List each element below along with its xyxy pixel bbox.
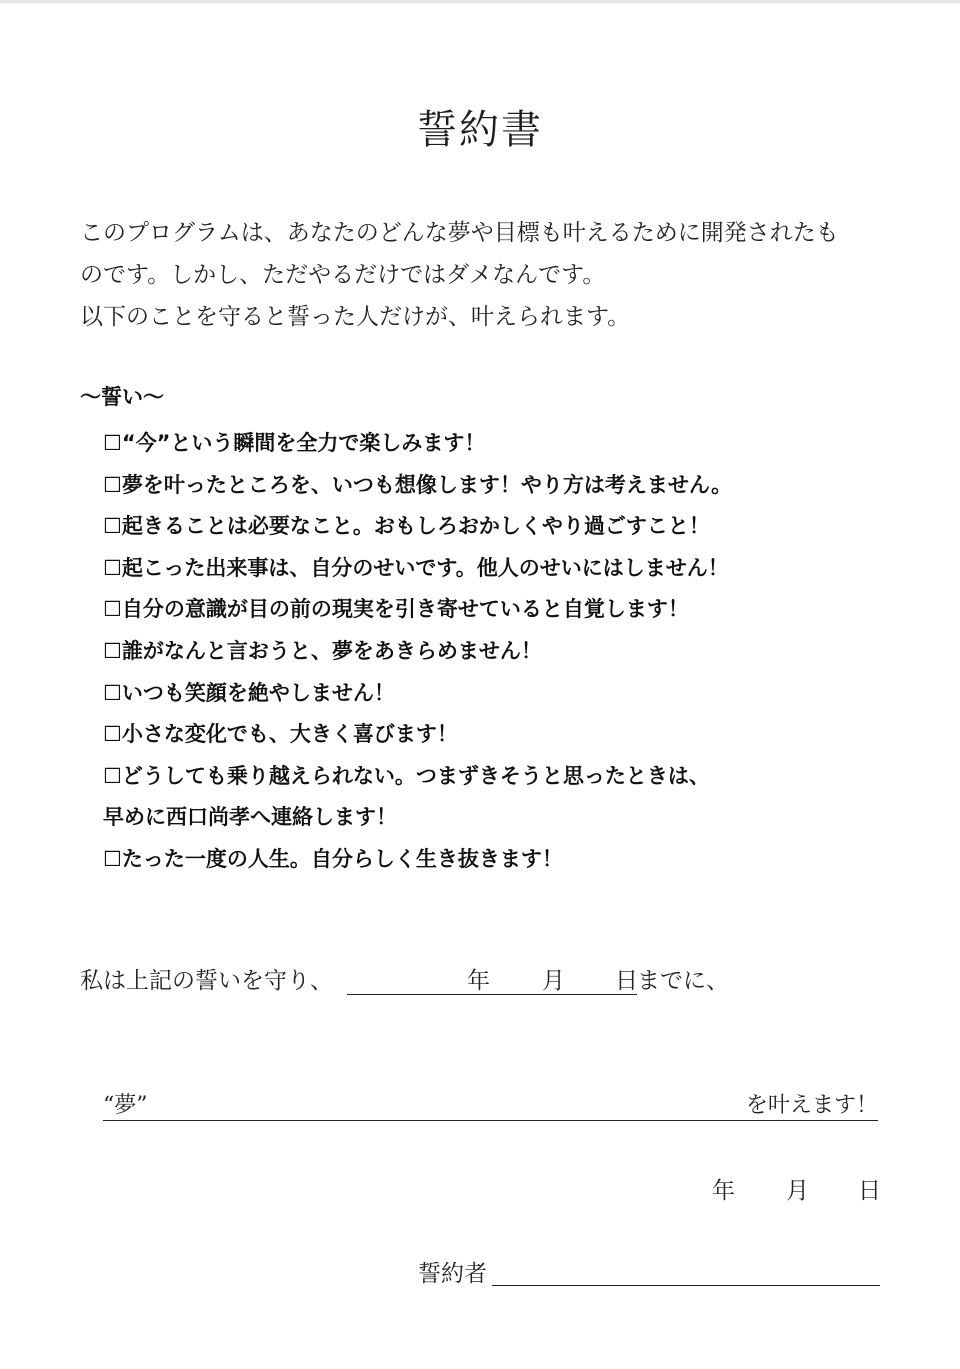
signer-signature-field[interactable] bbox=[492, 1285, 880, 1286]
vow-item[interactable]: ☐誰がなんと言おうと、夢をあきらめません！ bbox=[103, 638, 542, 663]
vow-item[interactable]: ☐いつも笑顔を絶やしません！ bbox=[103, 680, 395, 705]
dream-field[interactable] bbox=[103, 1088, 878, 1121]
vow-item[interactable]: ☐小さな変化でも、大きく喜びます！ bbox=[103, 722, 458, 747]
vow-item[interactable]: ☐どうしても乗り越えられない。つまずきそうと思ったときは、 bbox=[103, 763, 710, 788]
vow-item[interactable]: ☐自分の意識が目の前の現実を引き寄せていると自覚します！ bbox=[103, 597, 689, 622]
signer-label: 誓約者 bbox=[418, 1261, 487, 1287]
dream-suffix: を叶えます！ bbox=[745, 1093, 878, 1118]
deadline-month-label: 月 bbox=[542, 968, 565, 994]
vow-item[interactable]: ☐“今”という瞬間を全力で楽しみます！ bbox=[103, 431, 486, 455]
deadline-date-field[interactable] bbox=[347, 962, 637, 995]
sign-year-label: 年 bbox=[712, 1178, 735, 1204]
vow-item[interactable]: ☐夢を叶ったところを、いつも想像します！やり方は考えません。 bbox=[103, 472, 733, 497]
commitment-suffix: までに、 bbox=[637, 968, 729, 994]
vow-item[interactable]: ☐起きることは必要なこと。おもしろおかしくやり過ごすこと！ bbox=[103, 514, 710, 539]
intro-line-3: 以下のことを守ると誓った人だけが、叶えられます。 bbox=[80, 304, 631, 330]
commitment-prefix: 私は上記の誓いを守り、 bbox=[80, 968, 333, 994]
sign-month-label: 月 bbox=[786, 1178, 809, 1204]
deadline-year-label: 年 bbox=[467, 968, 490, 994]
intro-line-2: のです。しかし、ただやるだけではダメなんです。 bbox=[80, 262, 606, 288]
vow-item[interactable]: ☐たった一度の人生。自分らしく生き抜きます！ bbox=[103, 846, 563, 871]
vow-item-continuation: 早めに西口尚孝へ連絡します！ bbox=[103, 805, 397, 830]
vows-heading: 〜誓い〜 bbox=[80, 385, 164, 409]
vows-list bbox=[103, 423, 923, 881]
intro-paragraph bbox=[80, 212, 900, 338]
intro-line-1: このプログラムは、あなたのどんな夢や目標も叶えるために開発されたも bbox=[80, 220, 839, 246]
sign-day-label: 日 bbox=[858, 1178, 881, 1204]
deadline-day-label: 日 bbox=[615, 968, 638, 994]
top-border bbox=[0, 0, 960, 3]
document-title: 誓約書 bbox=[417, 107, 543, 153]
vow-item[interactable]: ☐起こった出来事は、自分のせいです。他人のせいにはしません！ bbox=[103, 555, 729, 580]
dream-label: “夢” bbox=[103, 1093, 148, 1118]
